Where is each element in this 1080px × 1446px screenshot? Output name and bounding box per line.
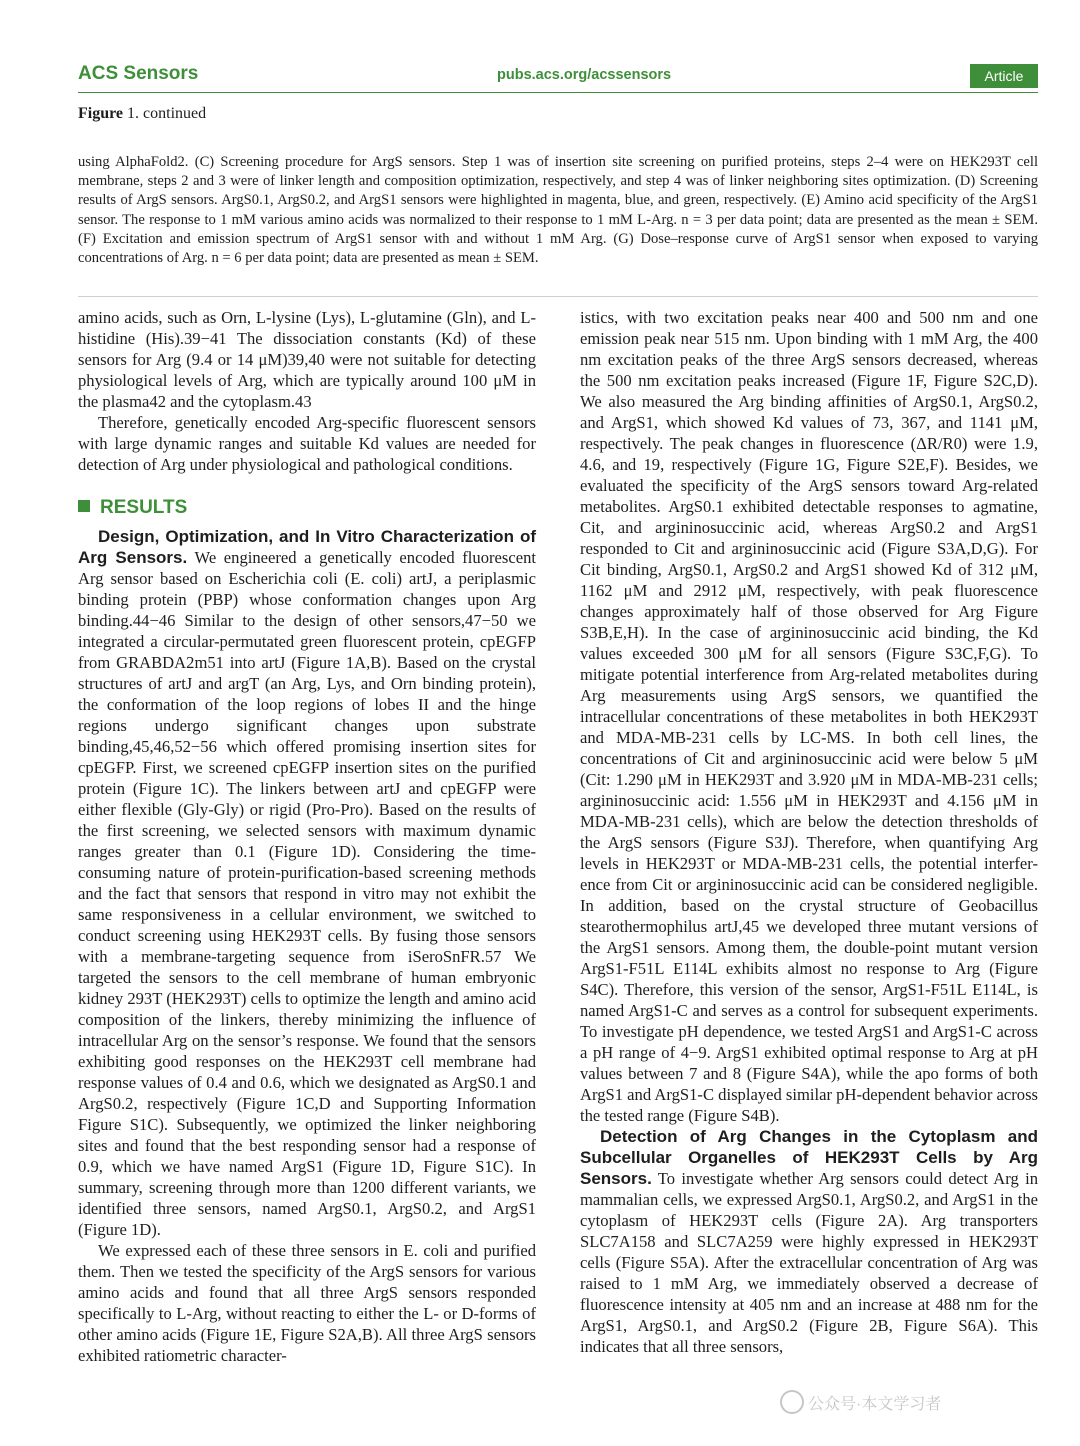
figure-label: Figure — [78, 105, 124, 122]
watermark-text: 公众号·本文学习者 — [808, 1396, 942, 1413]
subsection-title: Detection of Arg Changes in the Cytoplasm and Subcellular Organelles of HEK293T Cells by Arg Sensors. — [580, 1127, 1038, 1188]
subsection-title: Design, Optimization, and In Vitro Characterization of Arg Sensors. — [78, 527, 536, 567]
right-column — [580, 307, 1038, 1357]
paragraph — [580, 1126, 1038, 1357]
paragraph: istics, with two excitation peaks near 400 and 500 nm and one emission peak near 515 nm. Upon binding with 1 mM Arg, the 400 nm excitation peaks of the three ArgS sensors decreased, whereas the 500 nm excitation peaks increased (Figure 1F, Figure S2C,D). We also measured the Arg binding affinities of ArgS0.1, ArgS0.2, and ArgS1, which showed Kd values of 73, 367, and 1141 μM, respectively. The peak changes in fluorescence (ΔR/R0) were 1.9, 4.6, and 19, respectively (Figure 1G, Figure S2E,F). Besides, we evaluated the specificity of the ArgS sensors toward Arg-related metabolites. ArgS0.1 exhibited detectable responses to agmatine, Cit, and argininosuccinic acid, whereas ArgS0.2 and ArgS1 responded to Cit and argininosuccinic acid (Figure S3A,D,G). For Cit binding, ArgS0.1, ArgS0.2 and ArgS1 showed Kd of 312 μM, 1162 μM and 2912 μM, respectively, with peak fluorescence changes approximately half of those observed for Arg Figure S3B,E,H). In the case of argininosuccinic acid binding, the Kd values exceeded 300 μM for all sensors (Figure S3C,F,G). To mitigate potential interference from Arg-related metabolites during Arg measurements using ArgS sensors, we quantified the intracellular concentrations of these metabolites in both HEK293T and MDA-MB-231 cells by LC-MS. In both cell lines, the concentrations of Cit and argininosuccinic acid were below 5 μM (Cit: 1.290 μM in HEK293T and 3.920 μM in MDA-MB-231 cells; argininosuccinic acid: 1.556 μM in HEK293T and 4.156 μM in MDA-MB-231 cells), which are below the detection thresholds of the ArgS sensors (Figure S3J). Therefore, when quantifying Arg levels in HEK293T or MDA-MB-231 cells, the potential interfer-ence from Cit or argininosuccinic acid can be considered negligible. In addition, based on the crystal structure of Geobacillus stearothermophilus artJ,45 we developed three mutant versions of the ArgS1 sensors. Among them, the double-point mutant version ArgS1-F51L E114L exhibits almost no response to Arg (Figure S4C). Therefore, this version of the sensor, ArgS1-F51L E114L, is named ArgS1-C and serves as a control for subsequent experiments. To investigate pH dependence, we tested ArgS1 and ArgS1-C across a pH range of 4−9. ArgS1 exhibited optimal response to Arg at pH values between 7 and 8 (Figure S4A), while the apo forms of both ArgS1 and ArgS1-C displayed similar pH-dependent behavior across the tested range (Figure S4B). — [580, 308, 1038, 1125]
paragraph: amino acids, such as Orn, L-lysine (Lys), L-glutamine (Gln), and L-histidine (His).39−41 The dissociation constants (Kd) of these sensors for Arg (9.4 or 14 μM)39,40 were not suitable for detecting physiological levels of Arg, which are typically around 100 μM in the plasma42 and the cytoplasm.43 — [78, 308, 536, 411]
section-heading-results — [78, 497, 536, 518]
header-rule — [78, 92, 1038, 93]
section-square-icon — [78, 500, 90, 512]
section-title: RESULTS — [100, 497, 188, 518]
caption-separator — [78, 296, 1038, 297]
journal-name: ACS Sensors — [78, 63, 199, 84]
paragraph-text: To investigate whether Arg sensors could detect Arg in mammalian cells, we expressed ArgS0.1, ArgS0.2, and ArgS1 in the cytoplasm of HEK293T cells (Figure 2A). Arg transporters SLC7A158 and SLC7A259 were highly expressed in HEK293T cells (Figure S5A). After the extracellular concentration of Arg was raised to 1 mM Arg, we immediately observed a decrease of fluorescence intensity at 405 nm and an increase at 488 nm for the ArgS1, ArgS0.1, and ArgS0.2 (Figure 2B, Figure S6A). This indicates that all three sensors, — [580, 1169, 1038, 1356]
page-header — [0, 0, 1080, 100]
paragraph — [78, 526, 536, 1240]
figure-caption: using AlphaFold2. (C) Screening procedure for ArgS sensors. Step 1 was of insertion site screening on purified proteins, steps 2–4 were on HEK293T cell membrane, steps 2 and 3 were of linker length and composition optimization, respectively, and step 4 was of linker neighboring sites optimization. (D) Screening results of ArgS sensors. ArgS0.1, ArgS0.2, and ArgS1 sensors were highlighted in magenta, blue, and green, respectively. (E) Amino acid specificity of the ArgS1 sensor. The response to 1 mM various amino acids was normalized to their response to 1 mM L-Arg. n = 3 per data point; data are presented as the mean ± SEM. (F) Excitation and emission spectrum of ArgS1 sensor with and without 1 mM Arg. (G) Dose–response curve of ArgS1 sensor when exposed to varying concentrations of Arg. n = 6 per data point; data are presented as mean ± SEM. — [78, 154, 1038, 267]
paragraph: Therefore, genetically encoded Arg-specific fluorescent sensors with large dynamic ranges and suitable Kd values are needed for detection of Arg under physiological and pathological conditions. — [78, 413, 536, 474]
paragraph: We expressed each of these three sensors in E. coli and purified them. Then we tested the specificity of the ArgS sensors for various amino acids and found that all three ArgS sensors responded specifically to L-Arg, without reacting to either the L- or D-forms of other amino acids (Figure 1E, Figure S2A,B). All three ArgS sensors exhibited ratiometric character- — [78, 1241, 536, 1365]
watermark — [780, 1390, 941, 1414]
figure-continued-text: 1. continued — [127, 105, 207, 122]
paragraph-text: We engineered a genetically encoded fluorescent Arg sensor based on Escherichia coli (E. coli) artJ, a periplasmic binding protein (PBP) whose conformation changes upon Arg binding.44−46 Similar to the design of other sensors,47−50 we integrated a circular-permutated green fluorescent protein, cpEGFP from GRABDA2m51 into artJ (Figure 1A,B). Based on the crystal structures of artJ and argT (an Arg, Lys, and Orn binding protein), the conformation of the loop regions of lobes II and the hinge regions undergo significant changes upon substrate binding,45,46,52−56 which offered promising insertion sites for cpEGFP. First, we screened cpEGFP insertion sites on the purified protein (Figure 1C). The linkers between artJ and cpEGFP were either flexible (Gly-Gly) or rigid (Pro-Pro). Based on the results of the first screening, we selected sensors with maximum dynamic ranges greater than 0.1 (Figure 1D). Considering the time-consuming nature of protein-purification-based screening methods and the fact that sensors that respond in vitro may not exhibit the same responsiveness in a cellular environment, we switched to conduct screening using HEK293T cells. By fusing those sensors with a membrane-targeting sequence from iSeroSnFR.57 We targeted the sensors to the cell membrane of human embryonic kidney 293T (HEK293T) cells to optimize the length and amino acid composition of the linkers, thereby minimizing the influence of intracellular Arg on the sensor’s response. We found that the sensors exhibiting good responses on the HEK293T cell membrane had response values of 0.4 and 0.6, which we designated as ArgS0.1 and ArgS0.2, respectively (Figure 1C,D and Supporting Information Figure S1C). Subsequently, we optimized the linker neighboring sites and found that the best responding sensor had a response of 0.9, which we have named ArgS1 (Figure 1D, Figure S1C). In summary, screening through more than 1200 different variants, we identified three sensors, named ArgS0.1, ArgS0.2, and ArgS1 (Figure 1D). — [78, 548, 536, 1239]
article-badge: Article — [970, 64, 1038, 88]
journal-url[interactable]: pubs.acs.org/acssensors — [497, 67, 672, 83]
wechat-icon — [780, 1390, 804, 1414]
figure-continued-label — [78, 105, 206, 123]
left-column — [78, 307, 536, 1366]
